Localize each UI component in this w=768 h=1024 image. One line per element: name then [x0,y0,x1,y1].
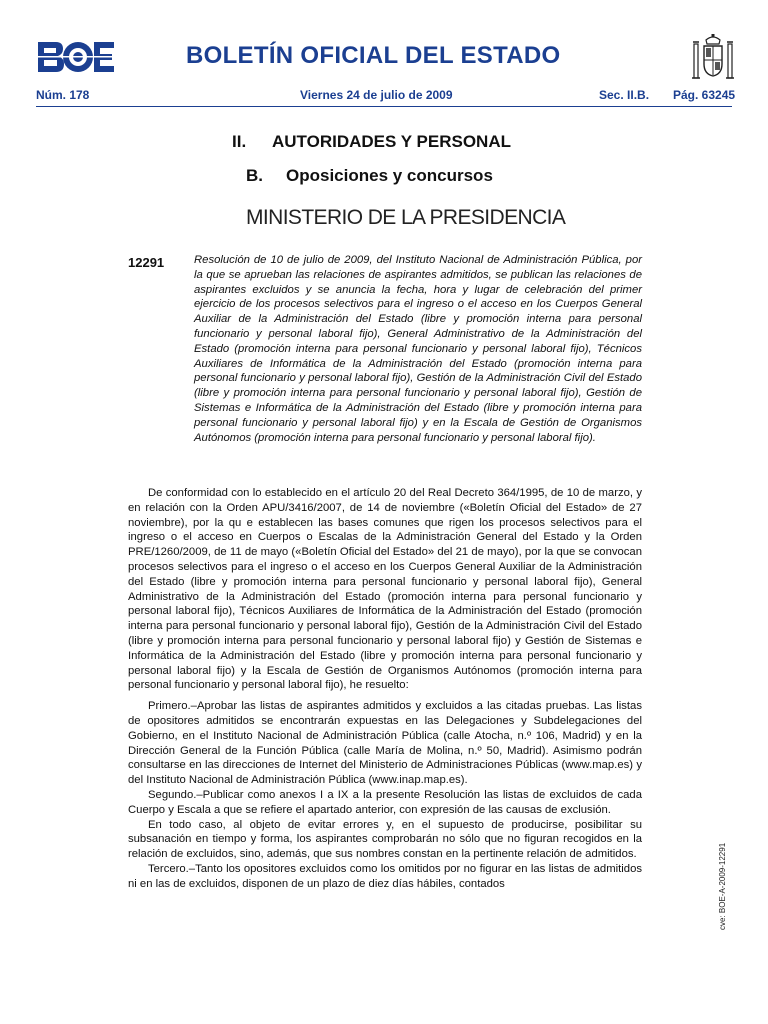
body-paragraph: Segundo.–Publicar como anexos I a IX a la presente Resolución las listas de excluidos de cada Cuerpo y Escala a que se refiere el apartado anterior, con expresión de las causas de exclusión. [128,788,642,816]
cve-identifier: cve: BOE-A-2009-12291 [718,842,727,930]
document-body [128,486,642,892]
section-code: Sec. II.B. [599,88,650,102]
body-paragraph: Tercero.–Tanto los opositores excluidos como los omitidos por no figurar en las listas de admitidos ni en las de excluidos, disponen de un plazo de diez días hábiles, contados [128,862,642,890]
page-number: Pág. 63245 [673,88,736,102]
section-title: AUTORIDADES Y PERSONAL [272,132,511,151]
issue-date: Viernes 24 de julio de 2009 [300,88,453,102]
section-numeral: II. [232,132,247,151]
section-heading [232,132,511,152]
document-number: 12291 [128,255,165,270]
subsection-letter: B. [246,166,263,185]
body-paragraph: En todo caso, al objeto de evitar errores y, en el supuesto de producirse, posibilitar su subsanación en tiempo y forma, los aspirantes comprobarán no sólo que no figuran recogidos en la relación de excluidos, sino, además, que sus nombres constan en la pertinente relación de admitidos. [128,818,642,861]
issue-number: Núm. 178 [36,88,90,102]
document-summary: Resolución de 10 de julio de 2009, del Instituto Nacional de Administración Pública, por la que se aprueban las relaciones de aspirantes admitidos, se publican las relaciones de aspirantes excluidos y se anuncia la fecha, hora y lugar de celebración del primer ejercicio de los procesos selectivos para el ingreso o el acceso en los Cuerpos General Auxiliar de la Administración del Estado (libre y promoción interna para personal funcionario y personal laboral fijo), General Administrativo de la Administración del Estado (promoción interna para personal funcionario y personal laboral fijo), Técnicos Auxiliares de Informática de la Administración del Estado (promoción interna para personal funcionario y personal laboral fijo), Gestión de la Administración Civil del Estado (libre y promoción interna para personal funcionario y personal laboral fijo), Gestión de Sistemas e Informática de la Administración del Estado (libre y promoción interna para personal funcionario y personal laboral fijo) y en la Escala de Gestión de Organismos Autónomos (promoción interna para personal funcionario y personal laboral fijo). [194,254,642,444]
subsection-title: Oposiciones y concursos [286,166,493,185]
issue-meta-bar [36,88,736,107]
body-paragraph: De conformidad con lo establecido en el artículo 20 del Real Decreto 364/1995, de 10 de marzo, y en relación con la Orden APU/3416/2007, de 14 de noviembre («Boletín Oficial del Estado» de 27 noviembre), por la qu e establecen las bases comunes que rigen los procesos selectivos para el ingreso o el acceso en Cuerpos o Escalas de la Administración General del Estado y la Orden PRE/1260/2009, de 11 de mayo («Boletín Oficial del Estado» del 21 de mayo), por la que se convocan procesos selectivos para el ingreso o el acceso en los Cuerpos General Auxiliar de la Administración del Estado (libre y promoción interna para personal funcionario y personal laboral fijo), General Administrativo de la Administración del Estado (promoción interna para personal funcionario y personal laboral fijo), Técnicos Auxiliares de Informática de la Administración del Estado (promoción interna para personal funcionario y personal laboral fijo), Gestión de la Administración Civil del Estado (libre y promoción interna para personal funcionario y personal laboral fijo) y Gestión de Sistemas e Informática de la Administración del Estado (libre y promoción interna para personal funcionario y personal laboral fijo) y la Escala de Gestión de Organismos Autónomos (promoción interna para personal funcionario y personal laboral fijo), he resuelto: [128,487,642,692]
coat-of-arms-icon [690,34,736,84]
boe-logo [36,40,116,74]
subsection-heading [246,166,493,186]
gazette-title: BOLETÍN OFICIAL DEL ESTADO [186,42,561,69]
body-paragraph: Primero.–Aprobar las listas de aspirantes admitidos y excluidos a las citadas pruebas. Las listas de opositores admitidos se encontrarán expuestas en las Delegaciones y Subdelegaciones del Gobierno, en el Instituto Nacional de Administración Pública (calle Atocha, n.º 106, Madrid) y en la Dirección General de la Función Pública (calle María de Molina, n.º 50, Madrid). Asimismo podrán consultarse en las direcciones de Internet del Ministerio de Administraciones Públicas (www.map.es) y del Instituto Nacional de Administración Pública (www.inap.map.es). [128,700,642,787]
ministry-title: MINISTERIO DE LA PRESIDENCIA [246,206,566,229]
